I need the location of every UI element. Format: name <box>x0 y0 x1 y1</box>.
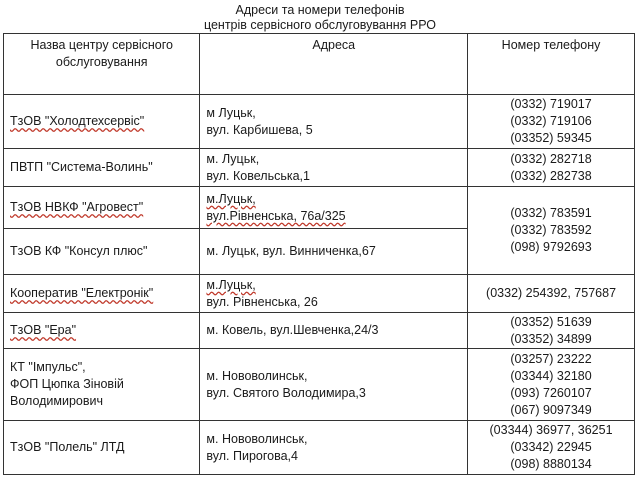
address-line: м.Луцьк, <box>206 277 256 292</box>
phone-line: (0332) 282718 <box>510 151 592 166</box>
cell-phone <box>468 349 635 421</box>
phone-line: (0332) 783592 <box>510 223 592 237</box>
name-line: ФОП Цюпка Зіновій <box>10 377 124 391</box>
cell-name <box>4 229 200 275</box>
header-name: Назва центру сервісного обслуговування <box>4 34 200 95</box>
phone-line: (03352) 59345 <box>510 131 592 145</box>
phone-line: (03342) 22945 <box>510 440 592 454</box>
table-row <box>4 313 635 349</box>
address-line: м Луцьк, <box>206 105 256 120</box>
address-line: вул. Карбишева, 5 <box>206 122 313 137</box>
header-address: Адреса <box>200 34 468 95</box>
cell-address <box>200 149 468 187</box>
address-line: м. Луцьк, вул. Винниченка,67 <box>206 244 376 258</box>
service-centers-table <box>3 33 635 475</box>
cell-name <box>4 275 200 313</box>
phone-line: (098) 8880134 <box>510 457 592 471</box>
name-line: ТзОВ "Холодтехсервіс" <box>10 114 145 128</box>
cell-phone <box>468 95 635 149</box>
cell-phone <box>468 275 635 313</box>
phone-line: (098) 9792693 <box>510 240 592 254</box>
name-line: ТзОВ КФ "Консул плюс" <box>10 244 148 258</box>
cell-phone <box>468 149 635 187</box>
cell-address <box>200 313 468 349</box>
title-line-1: Адреси та номери телефонів <box>235 3 405 17</box>
cell-address <box>200 229 468 275</box>
address-line: вул. Святого Володимира,3 <box>206 385 366 400</box>
name-line: КТ "Імпульс", <box>10 360 86 374</box>
name-line: Володимирович <box>10 394 104 408</box>
name-line: ТзОВ "Полель" ЛТД <box>10 440 125 454</box>
header-phone: Номер телефону <box>468 34 635 95</box>
cell-phone <box>468 187 635 275</box>
phone-line: (03352) 34899 <box>510 331 592 346</box>
phone-line: (0332) 254392, 757687 <box>486 286 617 300</box>
name-line: ТзОВ "Ера" <box>10 323 77 337</box>
address-line: вул.Рівненська, 76а/325 <box>206 208 346 223</box>
address-line: м. Нововолинськ, <box>206 431 308 446</box>
address-line: м. Луцьк, <box>206 151 260 166</box>
cell-name <box>4 95 200 149</box>
cell-address <box>200 421 468 475</box>
cell-name <box>4 187 200 229</box>
phone-line: (03352) 51639 <box>510 314 592 329</box>
name-line: ПВТП "Система-Волинь" <box>10 160 153 174</box>
table-row <box>4 349 635 421</box>
cell-address <box>200 275 468 313</box>
table-header-row <box>4 34 635 95</box>
document-title <box>0 0 640 33</box>
cell-phone <box>468 313 635 349</box>
address-line: м. Ковель, вул.Шевченка,24/3 <box>206 323 379 337</box>
cell-phone <box>468 421 635 475</box>
table-row <box>4 149 635 187</box>
phone-line: (067) 9097349 <box>510 402 592 417</box>
cell-address <box>200 187 468 229</box>
table-row <box>4 275 635 313</box>
phone-line: (0332) 783591 <box>510 206 592 220</box>
phone-line: (03344) 36977, 36251 <box>489 423 613 437</box>
address-line: м.Луцьк, <box>206 191 256 206</box>
phone-line: (03257) 23222 <box>510 351 592 366</box>
cell-name <box>4 421 200 475</box>
cell-address <box>200 349 468 421</box>
phone-line: (03344) 32180 <box>510 368 592 383</box>
address-line: м. Нововолинськ, <box>206 368 308 383</box>
name-line: Кооператив "Електронік" <box>10 286 154 300</box>
table-row <box>4 421 635 475</box>
phone-line: (0332) 719017 <box>510 97 592 111</box>
table-row <box>4 187 635 229</box>
cell-name <box>4 313 200 349</box>
name-line: ТзОВ НВКФ "Агровест" <box>10 200 144 214</box>
address-line: вул. Рівненська, 26 <box>206 294 318 309</box>
table-row <box>4 95 635 149</box>
phone-line: (0332) 282738 <box>510 168 592 183</box>
title-line-2: центрів сервісного обслуговування РРО <box>203 18 437 32</box>
cell-name <box>4 149 200 187</box>
cell-address <box>200 95 468 149</box>
phone-line: (093) 7260107 <box>510 385 592 400</box>
cell-name <box>4 349 200 421</box>
address-line: вул. Пирогова,4 <box>206 448 298 463</box>
phone-line: (0332) 719106 <box>510 114 592 128</box>
address-line: вул. Ковельська,1 <box>206 168 310 183</box>
